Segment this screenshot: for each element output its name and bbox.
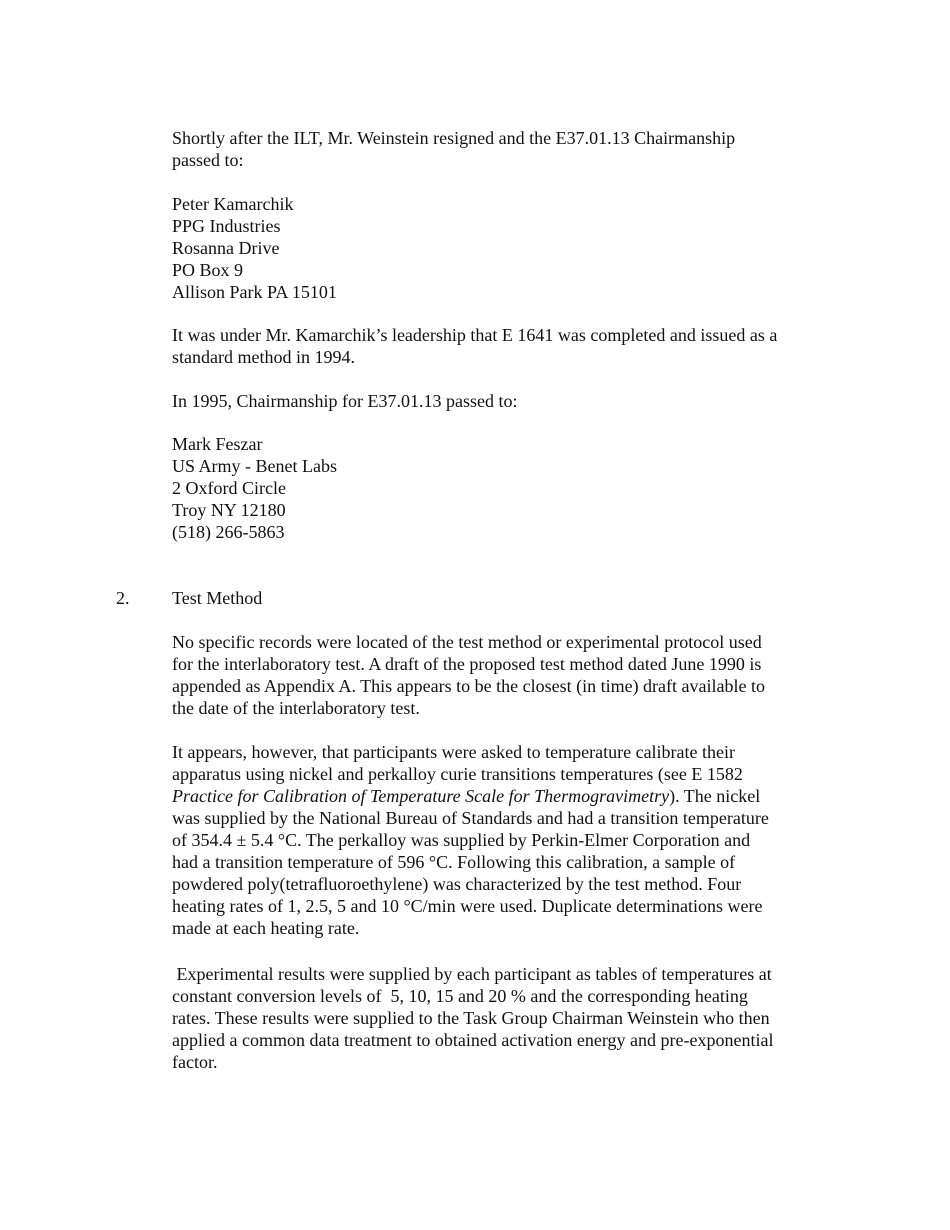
address-line: Rosanna Drive	[172, 238, 280, 258]
text-line: heating rates of 1, 2.5, 5 and 10 °C/min were used. Duplicate determinations were	[172, 896, 763, 916]
section-title: Test Method	[172, 588, 263, 608]
text-line: had a transition temperature of 596 °C. Following this calibration, a sample of	[172, 852, 736, 872]
leadership-paragraph	[172, 324, 812, 368]
section-heading	[172, 587, 812, 609]
section-number: 2.	[116, 588, 130, 608]
address-line: PO Box 9	[172, 260, 244, 280]
calibration-paragraph	[172, 741, 812, 939]
records-paragraph	[172, 631, 812, 719]
text-line: passed to:	[172, 150, 244, 170]
text-fragment: ). The nickel	[669, 786, 761, 806]
text-line: applied a common data treatment to obtained activation energy and pre-exponential	[172, 1030, 774, 1050]
address-line: US Army - Benet Labs	[172, 456, 337, 476]
text-line: of 354.4 ± 5.4 °C. The perkalloy was supplied by Perkin-Elmer Corporation and	[172, 830, 751, 850]
text-line: for the interlaboratory test. A draft of the proposed test method dated June 1990 is	[172, 654, 762, 674]
address-line: Peter Kamarchik	[172, 194, 294, 214]
text-line	[172, 785, 812, 807]
text-line: Experimental results were supplied by each participant as tables of temperatures at	[172, 964, 772, 984]
intro-paragraph	[172, 127, 812, 171]
address-line: 2 Oxford Circle	[172, 478, 286, 498]
text-line: No specific records were located of the test method or experimental protocol used	[172, 632, 762, 652]
address-kamarchik	[172, 193, 812, 303]
chairmanship-1995-paragraph	[172, 390, 812, 412]
text-line: apparatus using nickel and perkalloy curie transitions temperatures (see E 1582	[172, 764, 743, 784]
standard-title: Practice for Calibration of Temperature Scale for Thermogravimetry	[172, 786, 670, 806]
text-line: factor.	[172, 1052, 218, 1072]
text-line: was supplied by the National Bureau of Standards and had a transition temperature	[172, 808, 769, 828]
text-line: Shortly after the ILT, Mr. Weinstein resigned and the E37.01.13 Chairmanship	[172, 128, 736, 148]
text-line: It appears, however, that participants were asked to temperature calibrate their	[172, 742, 736, 762]
address-line: Troy NY 12180	[172, 500, 286, 520]
text-line: In 1995, Chairmanship for E37.01.13 passed to:	[172, 391, 518, 411]
address-line: Mark Feszar	[172, 434, 263, 454]
text-line: rates. These results were supplied to the Task Group Chairman Weinstein who then	[172, 1008, 770, 1028]
text-line: powdered poly(tetrafluoroethylene) was characterized by the test method. Four	[172, 874, 742, 894]
results-paragraph	[172, 963, 812, 1073]
address-line: PPG Industries	[172, 216, 281, 236]
text-line: constant conversion levels of 5, 10, 15 and 20 % and the corresponding heating	[172, 986, 748, 1006]
text-line: the date of the interlaboratory test.	[172, 698, 420, 718]
text-line: made at each heating rate.	[172, 918, 360, 938]
text-line: standard method in 1994.	[172, 347, 355, 367]
address-feszar	[172, 433, 812, 543]
address-line: Allison Park PA 15101	[172, 282, 337, 302]
text-line: It was under Mr. Kamarchik’s leadership that E 1641 was completed and issued as a	[172, 325, 778, 345]
text-line: appended as Appendix A. This appears to be the closest (in time) draft available to	[172, 676, 765, 696]
address-line: (518) 266-5863	[172, 522, 285, 542]
